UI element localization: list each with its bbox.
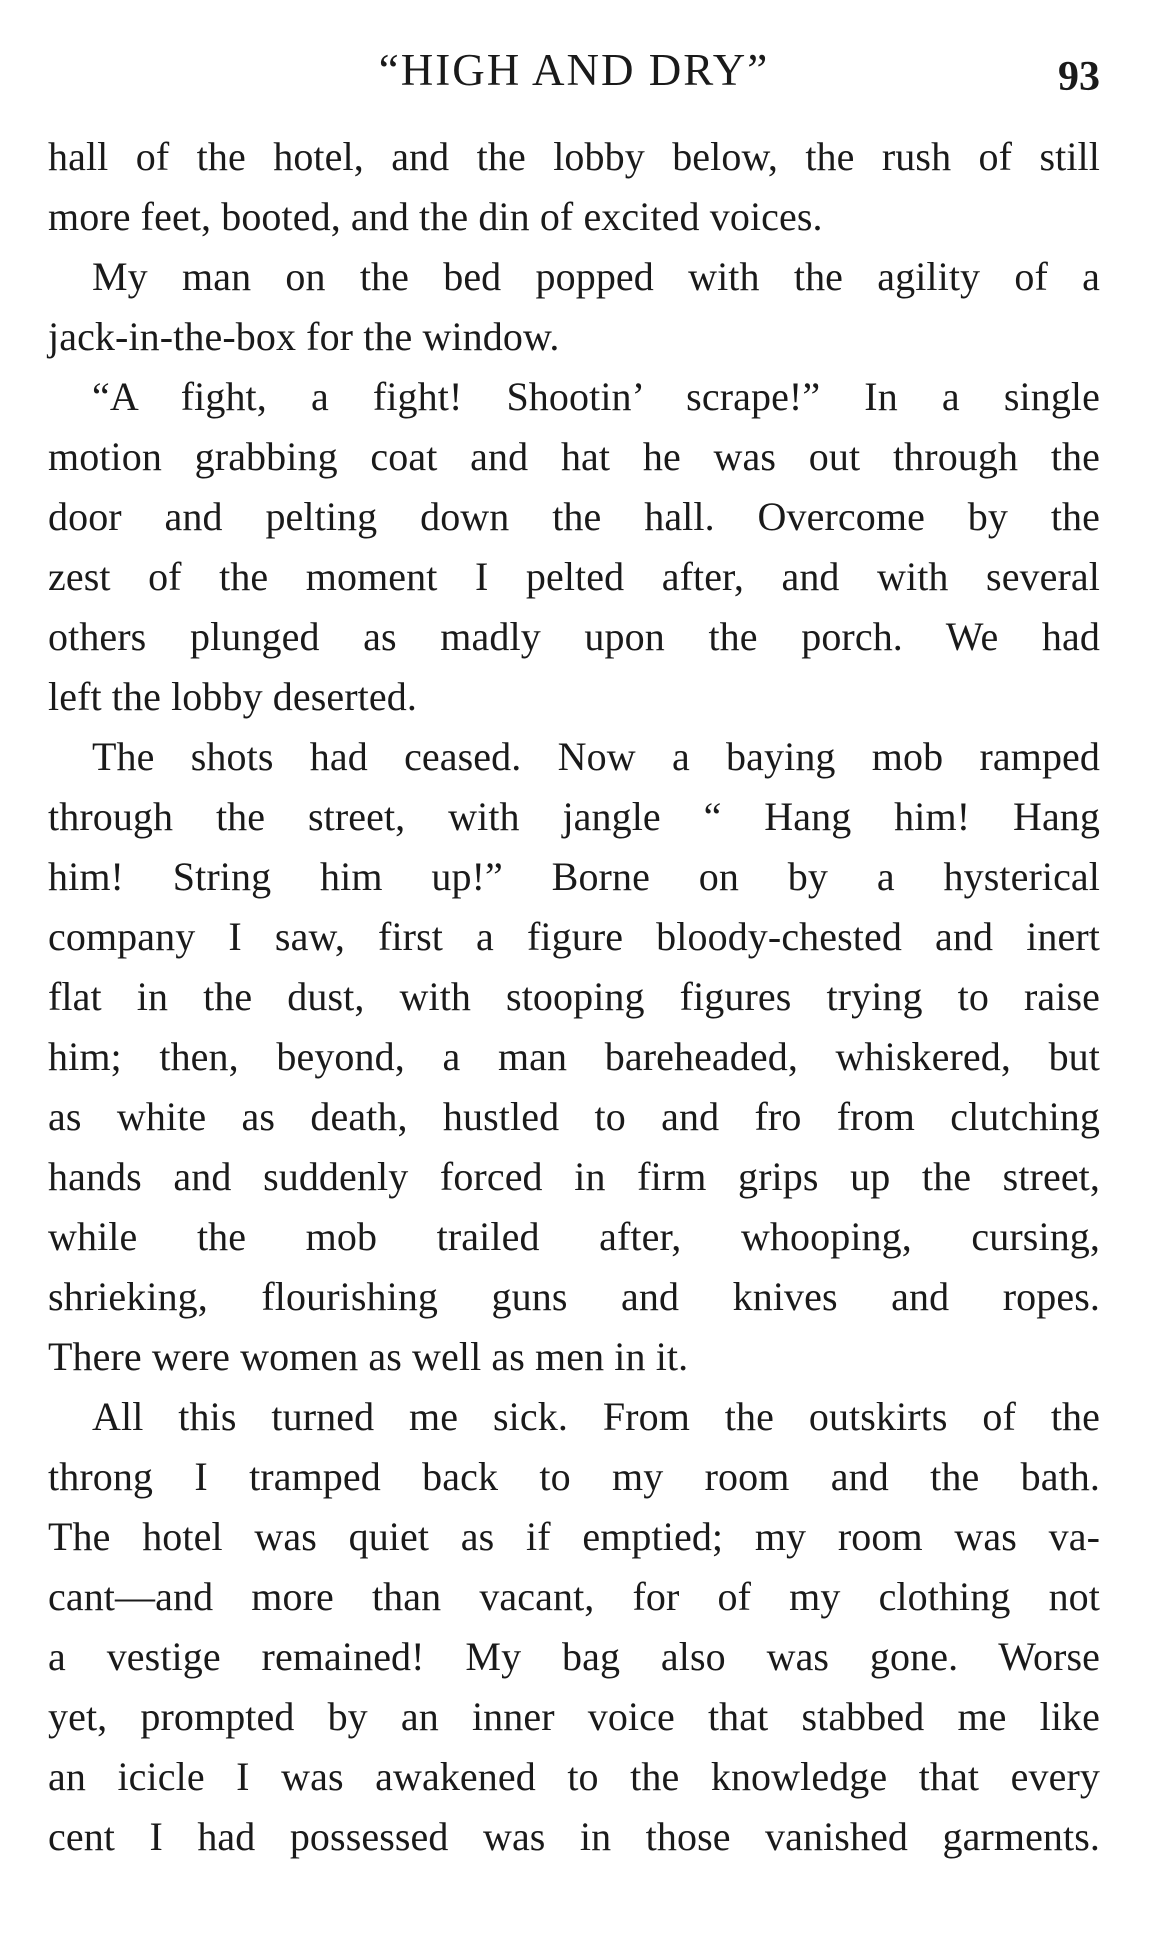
text-line: a vestige remained! My bag also was gone. Worse: [48, 1634, 1100, 1679]
running-title: “HIGH AND DRY”: [378, 45, 770, 95]
text-line: while the mob trailed after, whooping, cursing,: [48, 1214, 1100, 1259]
text-line: My man on the bed popped with the agility of a: [92, 254, 1100, 299]
text-line: All this turned me sick. From the outskirts of the: [92, 1394, 1100, 1439]
text-line: left the lobby deserted.: [48, 674, 417, 719]
paragraph: [48, 247, 1100, 367]
text-line: jack-in-the-box for the window.: [48, 314, 560, 359]
text-line: hands and suddenly forced in firm grips up the street,: [48, 1154, 1100, 1199]
text-line: company I saw, first a figure bloody-chested and inert: [48, 914, 1100, 959]
text-line: door and pelting down the hall. Overcome by the: [48, 494, 1100, 539]
text-line: flat in the dust, with stooping figures trying to raise: [48, 974, 1100, 1019]
paragraph: [48, 1387, 1100, 1867]
text-line: an icicle I was awakened to the knowledge that every: [48, 1754, 1100, 1799]
body-text: [48, 127, 1100, 1867]
text-line: The shots had ceased. Now a baying mob ramped: [92, 734, 1100, 779]
text-line: “A fight, a fight! Shootin’ scrape!” In a single: [92, 374, 1100, 419]
paragraph: [48, 727, 1100, 1387]
text-line: him! String him up!” Borne on by a hysterical: [48, 854, 1100, 899]
text-line: There were women as well as men in it.: [48, 1334, 689, 1379]
text-line: cent I had possessed was in those vanished garments.: [48, 1814, 1100, 1859]
text-line: others plunged as madly upon the porch. We had: [48, 614, 1100, 659]
text-line: The hotel was quiet as if emptied; my room was va-: [48, 1514, 1100, 1559]
text-line: cant—and more than vacant, for of my clothing not: [48, 1574, 1100, 1619]
page-number: 93: [1058, 54, 1100, 100]
text-line: him; then, beyond, a man bareheaded, whiskered, but: [48, 1034, 1100, 1079]
paragraph: [48, 127, 1100, 247]
text-line: zest of the moment I pelted after, and with several: [48, 554, 1100, 599]
paragraph: [48, 367, 1100, 727]
text-line: as white as death, hustled to and fro from clutching: [48, 1094, 1100, 1139]
text-line: throng I tramped back to my room and the bath.: [48, 1454, 1100, 1499]
text-line: through the street, with jangle “ Hang him! Hang: [48, 794, 1100, 839]
text-line: shrieking, flourishing guns and knives and ropes.: [48, 1274, 1100, 1319]
text-line: more feet, booted, and the din of excited voices.: [48, 194, 823, 239]
text-line: yet, prompted by an inner voice that stabbed me like: [48, 1694, 1100, 1739]
text-line: motion grabbing coat and hat he was out through the: [48, 434, 1100, 479]
text-line: hall of the hotel, and the lobby below, the rush of still: [48, 134, 1100, 179]
running-head: [48, 42, 1100, 112]
